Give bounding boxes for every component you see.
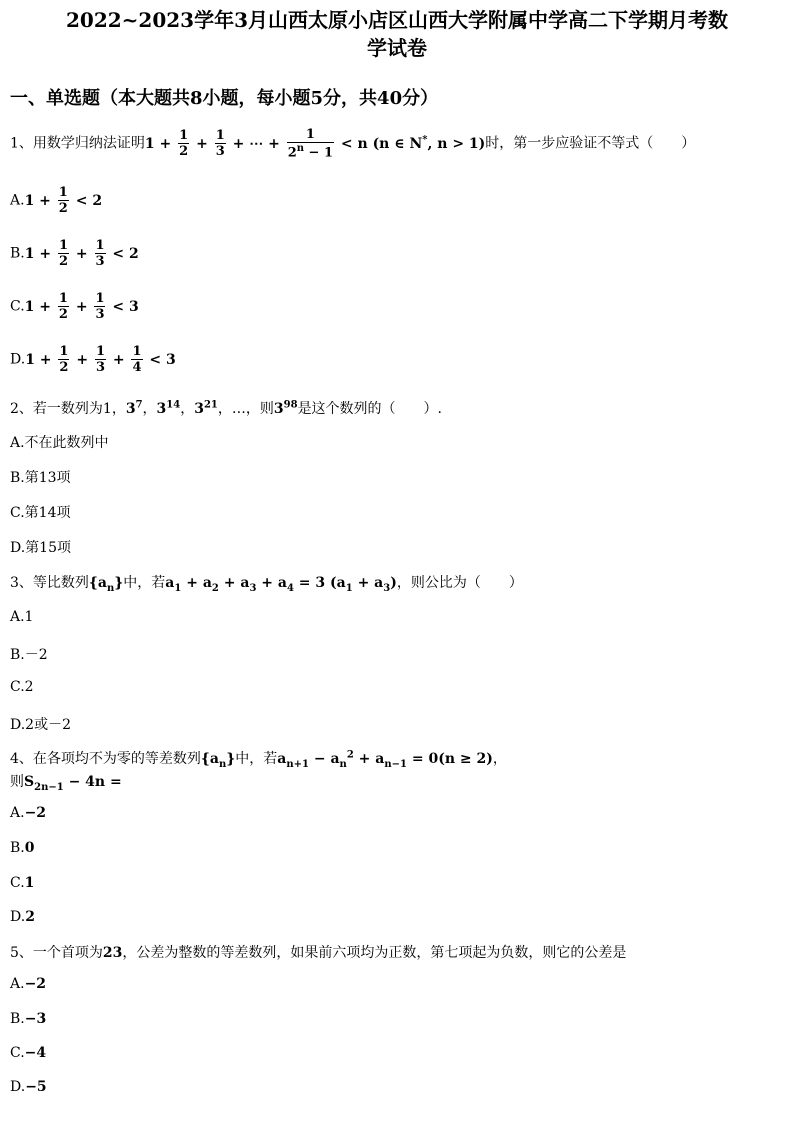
- q3-stem: 3、等比数列$\{a_n\}$中，若$a_1 + a_2 + a_3 + a_4 = 3$ $(a_1 + a_3)$，则公比为（ ）: [10, 575, 523, 594]
- q3-option-a: A.1: [10, 609, 34, 625]
- q1-option-d: D.1 + $\frac{1}{2}$ + $\frac{1}{3}$ + $\frac{1}{4}$ < 3: [10, 344, 176, 375]
- q5-option-b: B.−3: [10, 1011, 47, 1027]
- q1-prefix: 1、用数学归纳法证明: [10, 135, 145, 152]
- q4-option-a: A.−2: [10, 805, 47, 821]
- q4-option-b: B.0: [10, 840, 35, 856]
- q2-option-b: B.第13项: [10, 470, 71, 486]
- q5-option-a: A.−2: [10, 976, 47, 992]
- q1-suffix: 时，第一步应验证不等式（ ）: [485, 135, 696, 152]
- page-title-line2: 学试卷: [367, 36, 427, 60]
- q1-option-c: C.1 + $\frac{1}{2}$ + $\frac{1}{3}$ < 3: [10, 291, 139, 322]
- q2-option-a: A.不在此数列中: [10, 435, 109, 451]
- q2-stem: 2、若一数列为1，$3^7$，$3^{14}$，$3^{21}$，…，则$3^{98}$是这个数列的（ ）.: [10, 399, 443, 417]
- q2-option-c: C.第14项: [10, 505, 71, 521]
- q5-stem: 5、一个首项为23，公差为整数的等差数列，如果前六项均为正数，第七项起为负数，则它的公差是: [10, 945, 627, 961]
- q5-option-c: C.−4: [10, 1045, 47, 1061]
- q2-option-d: D.第15项: [10, 540, 71, 556]
- q5-option-d: D.−5: [10, 1079, 47, 1095]
- q4-stem-2: 则$S_{2n-1} - 4n$ =: [10, 774, 122, 793]
- section-heading: 一、单选题（本大题共8小题，每小题5分，共40分）: [10, 88, 439, 109]
- q1-formula: 1 + $\frac{1}{2}$ + $\frac{1}{3}$ + ⋯ + $\frac{1}{2^n - 1}$ < n (n ∈ N*, n > 1): [144, 127, 486, 161]
- q4-option-d: D.2: [10, 909, 35, 925]
- q1-option-a: A.1 + $\frac{1}{2}$ < 2: [10, 185, 103, 216]
- q1-option-b: B.1 + $\frac{1}{2}$ + $\frac{1}{3}$ < 2: [10, 238, 139, 269]
- q3-option-b: B.－2: [10, 647, 48, 663]
- page-title-line1: 2022~2023学年3月山西太原小店区山西大学附属中学高二下学期月考数: [65, 8, 728, 32]
- q4-stem: 4、在各项均不为零的等差数列$\{a_n\}$中，若$a_{n+1} - a_n^2 + a_{n-1} = 0(n \ge 2)$，: [10, 749, 507, 770]
- q3-option-c: C.2: [10, 679, 34, 695]
- q1-stem: [10, 128, 695, 159]
- q3-option-d: D.2或－2: [10, 717, 71, 733]
- q4-option-c: C.1: [10, 875, 35, 891]
